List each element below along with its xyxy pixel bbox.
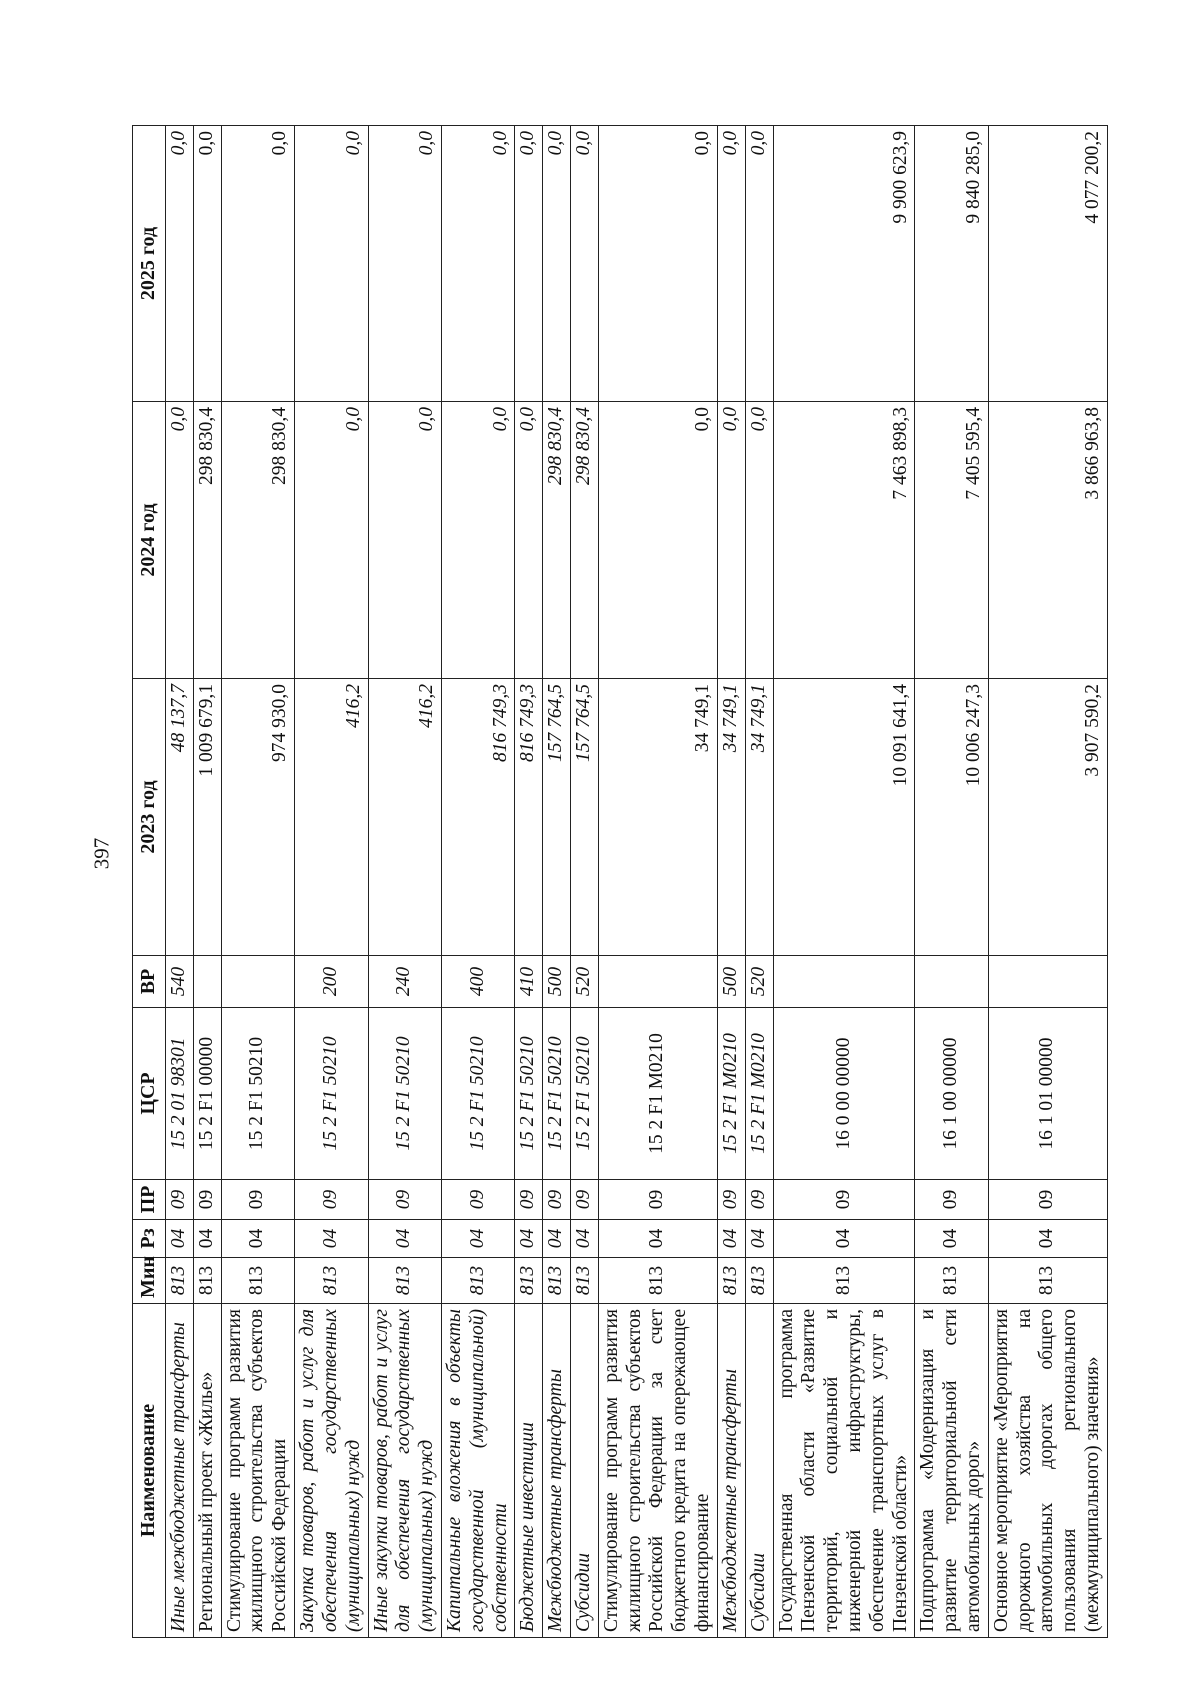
row-rz: 04 <box>295 1220 368 1258</box>
row-rz: 04 <box>193 1220 221 1258</box>
row-2024: 0,0 <box>368 402 441 679</box>
row-vr: 540 <box>166 956 194 1008</box>
row-pr: 09 <box>773 1180 915 1220</box>
row-vr <box>915 956 988 1008</box>
row-csr: 16 0 00 00000 <box>773 1008 915 1180</box>
row-min: 813 <box>543 1258 571 1304</box>
row-pr: 09 <box>221 1180 294 1220</box>
row-name: Субсидии <box>745 1304 773 1638</box>
row-2023: 34 749,1 <box>745 679 773 956</box>
row-2024: 0,0 <box>441 402 514 679</box>
row-csr: 15 2 F1 M0210 <box>745 1008 773 1180</box>
row-pr: 09 <box>988 1180 1107 1220</box>
row-name: Субсидии <box>571 1304 599 1638</box>
row-2023: 816 749,3 <box>441 679 514 956</box>
row-2025: 0,0 <box>295 126 368 402</box>
row-2024: 298 830,4 <box>543 402 571 679</box>
header-2023: 2023 год <box>133 679 166 956</box>
table-row <box>598 126 717 1638</box>
row-rz: 04 <box>543 1220 571 1258</box>
row-min: 813 <box>368 1258 441 1304</box>
row-pr: 09 <box>441 1180 514 1220</box>
row-pr: 09 <box>166 1180 194 1220</box>
row-rz: 04 <box>988 1220 1107 1258</box>
row-csr: 15 2 F1 50210 <box>295 1008 368 1180</box>
row-2025: 0,0 <box>368 126 441 402</box>
row-2025: 0,0 <box>543 126 571 402</box>
row-vr: 500 <box>717 956 745 1008</box>
row-vr: 240 <box>368 956 441 1008</box>
row-pr: 09 <box>368 1180 441 1220</box>
row-2023: 3 907 590,2 <box>988 679 1107 956</box>
row-csr: 15 2 F1 50210 <box>543 1008 571 1180</box>
row-2025: 0,0 <box>745 126 773 402</box>
row-2025: 0,0 <box>515 126 543 402</box>
row-2025: 0,0 <box>598 126 717 402</box>
row-csr: 16 1 00 00000 <box>915 1008 988 1180</box>
row-2025: 0,0 <box>166 126 194 402</box>
table-row <box>745 126 773 1638</box>
row-csr: 16 1 01 00000 <box>988 1008 1107 1180</box>
row-csr: 15 2 F1 50210 <box>441 1008 514 1180</box>
row-2024: 3 866 963,8 <box>988 402 1107 679</box>
row-2023: 34 749,1 <box>717 679 745 956</box>
row-min: 813 <box>295 1258 368 1304</box>
table-row <box>915 126 988 1638</box>
row-2025: 0,0 <box>717 126 745 402</box>
row-vr: 520 <box>571 956 599 1008</box>
row-rz: 04 <box>221 1220 294 1258</box>
table-row <box>221 126 294 1638</box>
row-2023: 416,2 <box>295 679 368 956</box>
table-header-row <box>133 126 166 1638</box>
header-pr: ПР <box>133 1180 166 1220</box>
row-name: Стимулирование программ развития жилищного строительства субъектов Российской Федерации <box>221 1304 294 1638</box>
row-pr: 09 <box>515 1180 543 1220</box>
row-vr <box>193 956 221 1008</box>
page-number: 397 <box>89 837 114 870</box>
row-pr: 09 <box>745 1180 773 1220</box>
row-name: Закупка товаров, работ и услуг для обеспечения государственных (муниципальных) нужд <box>295 1304 368 1638</box>
row-2024: 0,0 <box>166 402 194 679</box>
row-pr: 09 <box>193 1180 221 1220</box>
row-rz: 04 <box>915 1220 988 1258</box>
row-min: 813 <box>773 1258 915 1304</box>
row-name: Государственная программа Пензенской области «Развитие территорий, социальной и инженерной инфраструктуры, обеспечение транспортных услуг в Пензенской области» <box>773 1304 915 1638</box>
row-2023: 10 091 641,4 <box>773 679 915 956</box>
row-2025: 0,0 <box>571 126 599 402</box>
row-2025: 0,0 <box>221 126 294 402</box>
row-csr: 15 2 F1 50210 <box>571 1008 599 1180</box>
row-2023: 416,2 <box>368 679 441 956</box>
row-vr <box>221 956 294 1008</box>
table-row <box>166 126 194 1638</box>
row-2025: 0,0 <box>193 126 221 402</box>
row-pr: 09 <box>717 1180 745 1220</box>
row-name: Стимулирование программ развития жилищного строительства субъектов Российской Федерации за счет бюджетного кредита на опережающее финансирование <box>598 1304 717 1638</box>
row-vr <box>773 956 915 1008</box>
table-row <box>717 126 745 1638</box>
header-vr: ВР <box>133 956 166 1008</box>
header-2025: 2025 год <box>133 126 166 402</box>
row-csr: 15 2 F1 00000 <box>193 1008 221 1180</box>
row-min: 813 <box>193 1258 221 1304</box>
budget-table <box>132 125 1108 1638</box>
rotated-page-content <box>132 126 1104 1638</box>
row-rz: 04 <box>515 1220 543 1258</box>
header-name: Наименование <box>133 1304 166 1638</box>
row-name: Региональный проект «Жилье» <box>193 1304 221 1638</box>
header-min: Мин <box>133 1258 166 1304</box>
row-2025: 4 077 200,2 <box>988 126 1107 402</box>
row-vr: 400 <box>441 956 514 1008</box>
table-row <box>515 126 543 1638</box>
row-min: 813 <box>441 1258 514 1304</box>
row-2025: 9 840 285,0 <box>915 126 988 402</box>
row-min: 813 <box>717 1258 745 1304</box>
row-2023: 816 749,3 <box>515 679 543 956</box>
row-2023: 157 764,5 <box>571 679 599 956</box>
row-csr: 15 2 F1 M0210 <box>598 1008 717 1180</box>
row-min: 813 <box>515 1258 543 1304</box>
row-rz: 04 <box>368 1220 441 1258</box>
row-pr: 09 <box>543 1180 571 1220</box>
row-rz: 04 <box>441 1220 514 1258</box>
row-2023: 34 749,1 <box>598 679 717 956</box>
row-rz: 04 <box>745 1220 773 1258</box>
row-2024: 0,0 <box>295 402 368 679</box>
row-rz: 04 <box>571 1220 599 1258</box>
table-row <box>193 126 221 1638</box>
row-pr: 09 <box>295 1180 368 1220</box>
row-2024: 298 830,4 <box>571 402 599 679</box>
row-vr <box>988 956 1107 1008</box>
row-rz: 04 <box>598 1220 717 1258</box>
header-rz: Рз <box>133 1220 166 1258</box>
table-row <box>543 126 571 1638</box>
row-2023: 48 137,7 <box>166 679 194 956</box>
row-2023: 10 006 247,3 <box>915 679 988 956</box>
row-rz: 04 <box>166 1220 194 1258</box>
row-csr: 15 2 F1 M0210 <box>717 1008 745 1180</box>
row-2024: 7 405 595,4 <box>915 402 988 679</box>
row-vr: 520 <box>745 956 773 1008</box>
row-csr: 15 2 F1 50210 <box>221 1008 294 1180</box>
row-name: Межбюджетные трансферты <box>717 1304 745 1638</box>
row-vr: 200 <box>295 956 368 1008</box>
row-rz: 04 <box>717 1220 745 1258</box>
row-csr: 15 2 F1 50210 <box>515 1008 543 1180</box>
row-min: 813 <box>915 1258 988 1304</box>
row-2024: 0,0 <box>515 402 543 679</box>
row-name: Подпрограмма «Модернизация и развитие территориальной сети автомобильных дорог» <box>915 1304 988 1638</box>
row-csr: 15 2 F1 50210 <box>368 1008 441 1180</box>
table-row <box>368 126 441 1638</box>
row-name: Бюджетные инвестиции <box>515 1304 543 1638</box>
row-2024: 7 463 898,3 <box>773 402 915 679</box>
row-2024: 0,0 <box>717 402 745 679</box>
row-csr: 15 2 01 98301 <box>166 1008 194 1180</box>
row-vr: 500 <box>543 956 571 1008</box>
header-csr: ЦСР <box>133 1008 166 1180</box>
row-2025: 9 900 623,9 <box>773 126 915 402</box>
row-2024: 0,0 <box>598 402 717 679</box>
table-row <box>773 126 915 1638</box>
table-row <box>295 126 368 1638</box>
row-name: Иные закупки товаров, работ и услуг для обеспечения государственных (муниципальных) нужд <box>368 1304 441 1638</box>
table-row <box>441 126 514 1638</box>
row-min: 813 <box>221 1258 294 1304</box>
table-row <box>988 126 1107 1638</box>
row-2023: 1 009 679,1 <box>193 679 221 956</box>
header-2024: 2024 год <box>133 402 166 679</box>
row-min: 813 <box>598 1258 717 1304</box>
row-vr: 410 <box>515 956 543 1008</box>
row-2023: 974 930,0 <box>221 679 294 956</box>
row-name: Иные межбюджетные трансферты <box>166 1304 194 1638</box>
row-2024: 0,0 <box>745 402 773 679</box>
row-min: 813 <box>988 1258 1107 1304</box>
row-name: Межбюджетные трансферты <box>543 1304 571 1638</box>
row-2024: 298 830,4 <box>221 402 294 679</box>
row-2025: 0,0 <box>441 126 514 402</box>
row-min: 813 <box>571 1258 599 1304</box>
row-2024: 298 830,4 <box>193 402 221 679</box>
row-pr: 09 <box>915 1180 988 1220</box>
row-vr <box>598 956 717 1008</box>
row-name: Основное мероприятие «Мероприятия дорожного хозяйства на автомобильных дорогах общего пользования регионального (межмуниципального) значения» <box>988 1304 1107 1638</box>
row-pr: 09 <box>571 1180 599 1220</box>
table-row <box>571 126 599 1638</box>
row-min: 813 <box>745 1258 773 1304</box>
row-min: 813 <box>166 1258 194 1304</box>
row-rz: 04 <box>773 1220 915 1258</box>
row-pr: 09 <box>598 1180 717 1220</box>
row-2023: 157 764,5 <box>543 679 571 956</box>
row-name: Капитальные вложения в объекты государственной (муниципальной) собственности <box>441 1304 514 1638</box>
